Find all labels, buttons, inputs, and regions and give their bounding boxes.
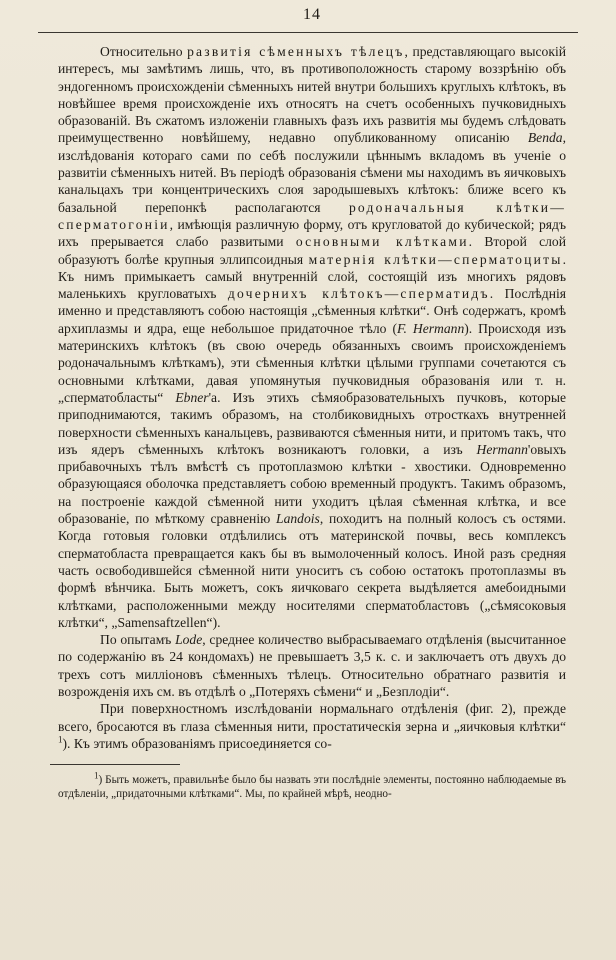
text-run: , имѣющія различную форму, отъ кругловатой до кубической; рядъ ихъ прерывается слабо развитыми	[58, 216, 566, 250]
page-number: 14	[303, 6, 321, 23]
footnote-separator	[50, 764, 180, 765]
footnote	[58, 770, 566, 801]
text-run: 'овыхъ прибавочныхъ тѣлъ вмѣстѣ съ протоплазмою клѣтки - хвостики. Одновременно образующаяся оболочка представляетъ собою временный продуктъ. Такимъ образомъ, на построеніе каждой сѣменной нити уходитъ цѣлая сѣменная клѣтка, и все образованіе, по мѣткому сравненію	[58, 441, 566, 527]
text-run: ). Къ этимъ образованіямъ присоединяется со-	[62, 735, 332, 751]
text-run: 'а. Изъ этихъ сѣмяобразовательныхъ пучковъ, которые приподнимаются, такимъ образомъ, на столбиковидныхъ отросткахъ внутренней поверхности сѣменныхъ канальцевъ, развиваются сѣменныя нити, и притомъ такъ, что изъ ядеръ сѣменныхъ клѣтокъ возникаютъ головки, а изъ	[58, 389, 566, 457]
spaced-term: основными клѣтками	[295, 234, 469, 250]
text-run: ). Происходя изъ материнскихъ клѣтокъ (въ свою очередь обязанныхъ своимъ происхожденіемъ родоначальнымъ клѣткамъ), эти сѣменныя клѣтки цѣлыми группами сочетаются съ основными клѣтками, давая упомянутыя пучковидныя образованія или т. н. „сперматобласты“	[58, 320, 566, 405]
author-name: Hermann	[476, 441, 528, 457]
author-name: Benda	[527, 130, 563, 146]
author-name: Landois	[276, 511, 320, 527]
author-name: Ebner	[175, 389, 209, 405]
text-run: По опытамъ	[100, 632, 176, 648]
footnote-marker: 1	[94, 770, 99, 781]
text-run: Относительно	[100, 44, 188, 59]
spaced-term: развитія сѣменныхъ тѣлецъ	[187, 44, 405, 59]
spaced-term: матернія клѣтки—сперматоциты	[308, 251, 563, 267]
text-run: , походитъ на полный колосъ съ остями. Когда готовыя головки отдѣлились отъ материнской почвы, весь комплексъ сперматобласта превращается какъ бы въ вымолоченный колосъ. Иной разъ средняя часть освободившейся сѣменной нити уноситъ съ собою остатокъ протоплазмы въ формѣ вѣнчика. Быть можетъ, сокъ яичковаго секрета выдѣляется амебоидными клѣтками, расположенными между носителями сперматобластовъ („сѣмясоковыя клѣтки“, „Samensaftzellen“).	[58, 511, 566, 630]
footnote-reference: 1	[58, 734, 63, 745]
body-paragraph	[58, 700, 566, 752]
header-rule	[38, 32, 578, 33]
author-name: F. Hermann	[396, 320, 465, 336]
text-run: . Къ нимъ примыкаетъ самый внутренній слой, состоящій изъ многихъ рядовъ маленькихъ кругловатыхъ	[58, 251, 566, 302]
author-name: Lode	[175, 632, 203, 648]
body-paragraph	[58, 631, 566, 700]
footnote-text: ) Быть можетъ, правильнѣе было бы назвать эти послѣдніе элементы, постоянно наблюдаемые въ отдѣленіи, „придаточными клѣтками“. Мы, по крайней мѣрѣ, неодно-	[58, 774, 566, 801]
text-run: , среднее количество выбрасываемаго отдѣленія (высчитанное по содержанію въ 24 кондомахъ) не превышаетъ 3,5 к. с. и заключаетъ отъ двухъ до трехъ сотъ милліоновъ сѣменныхъ тѣлецъ. Относительно обратнаго развитія и возрожденія ихъ см. въ отдѣлѣ о „Потеряхъ сѣмени“ и „Безплодіи“.	[58, 632, 566, 699]
text-run: При поверхностномъ изслѣдованіи нормальнаго отдѣленія (фиг. 2), прежде всего, бросаются въ глаза сѣменныя нити, простатическія зерна и „яичковыя клѣтки“	[58, 701, 566, 734]
spaced-term: родоначальныя клѣтки—сперматогоніи	[58, 199, 566, 232]
text-run: . Второй слой образуютъ болѣе крупныя эллипсоидныя	[58, 234, 566, 267]
spaced-term: дочернихъ клѣтокъ—сперматидъ	[227, 286, 490, 302]
body-paragraph	[58, 43, 566, 631]
text-run: , представляющаго высокій интересъ, мы замѣтимъ лишь, что, въ противоположность старому воззрѣнію объ эндогенномъ происхожденіи сѣменныхъ нитей внутри большихъ круглыхъ клѣтокъ, въ новѣйшее время происхожденіе ихъ относятъ на счетъ особенныхъ пучковидныхъ образованій. Въ сжатомъ изложеніи главныхъ фазъ ихъ развитія мы будемъ слѣдовать преимущественно новѣйшему, недавно опубликованному описанію	[58, 44, 567, 146]
text-run: . Послѣднія именно и представляютъ собою настоящія „сѣменныя клѣтки“. Онѣ содержатъ, кромѣ архиплазмы и ядра, еще небольшое придаточное тѣло (	[58, 286, 566, 336]
body-text	[58, 43, 566, 752]
footnote-paragraph	[58, 770, 566, 801]
text-run: , изслѣдованія котораго сами по себѣ послужили цѣннымъ вкладомъ въ ученіе о развитіи сѣменныхъ нитей. Въ періодѣ образованія сѣмени мы находимъ въ яичковыхъ канальцахъ три концентрическихъ слоя зародышевыхъ клѣтокъ: ближе всего къ базальной перепонкѣ располагаются	[58, 130, 566, 215]
